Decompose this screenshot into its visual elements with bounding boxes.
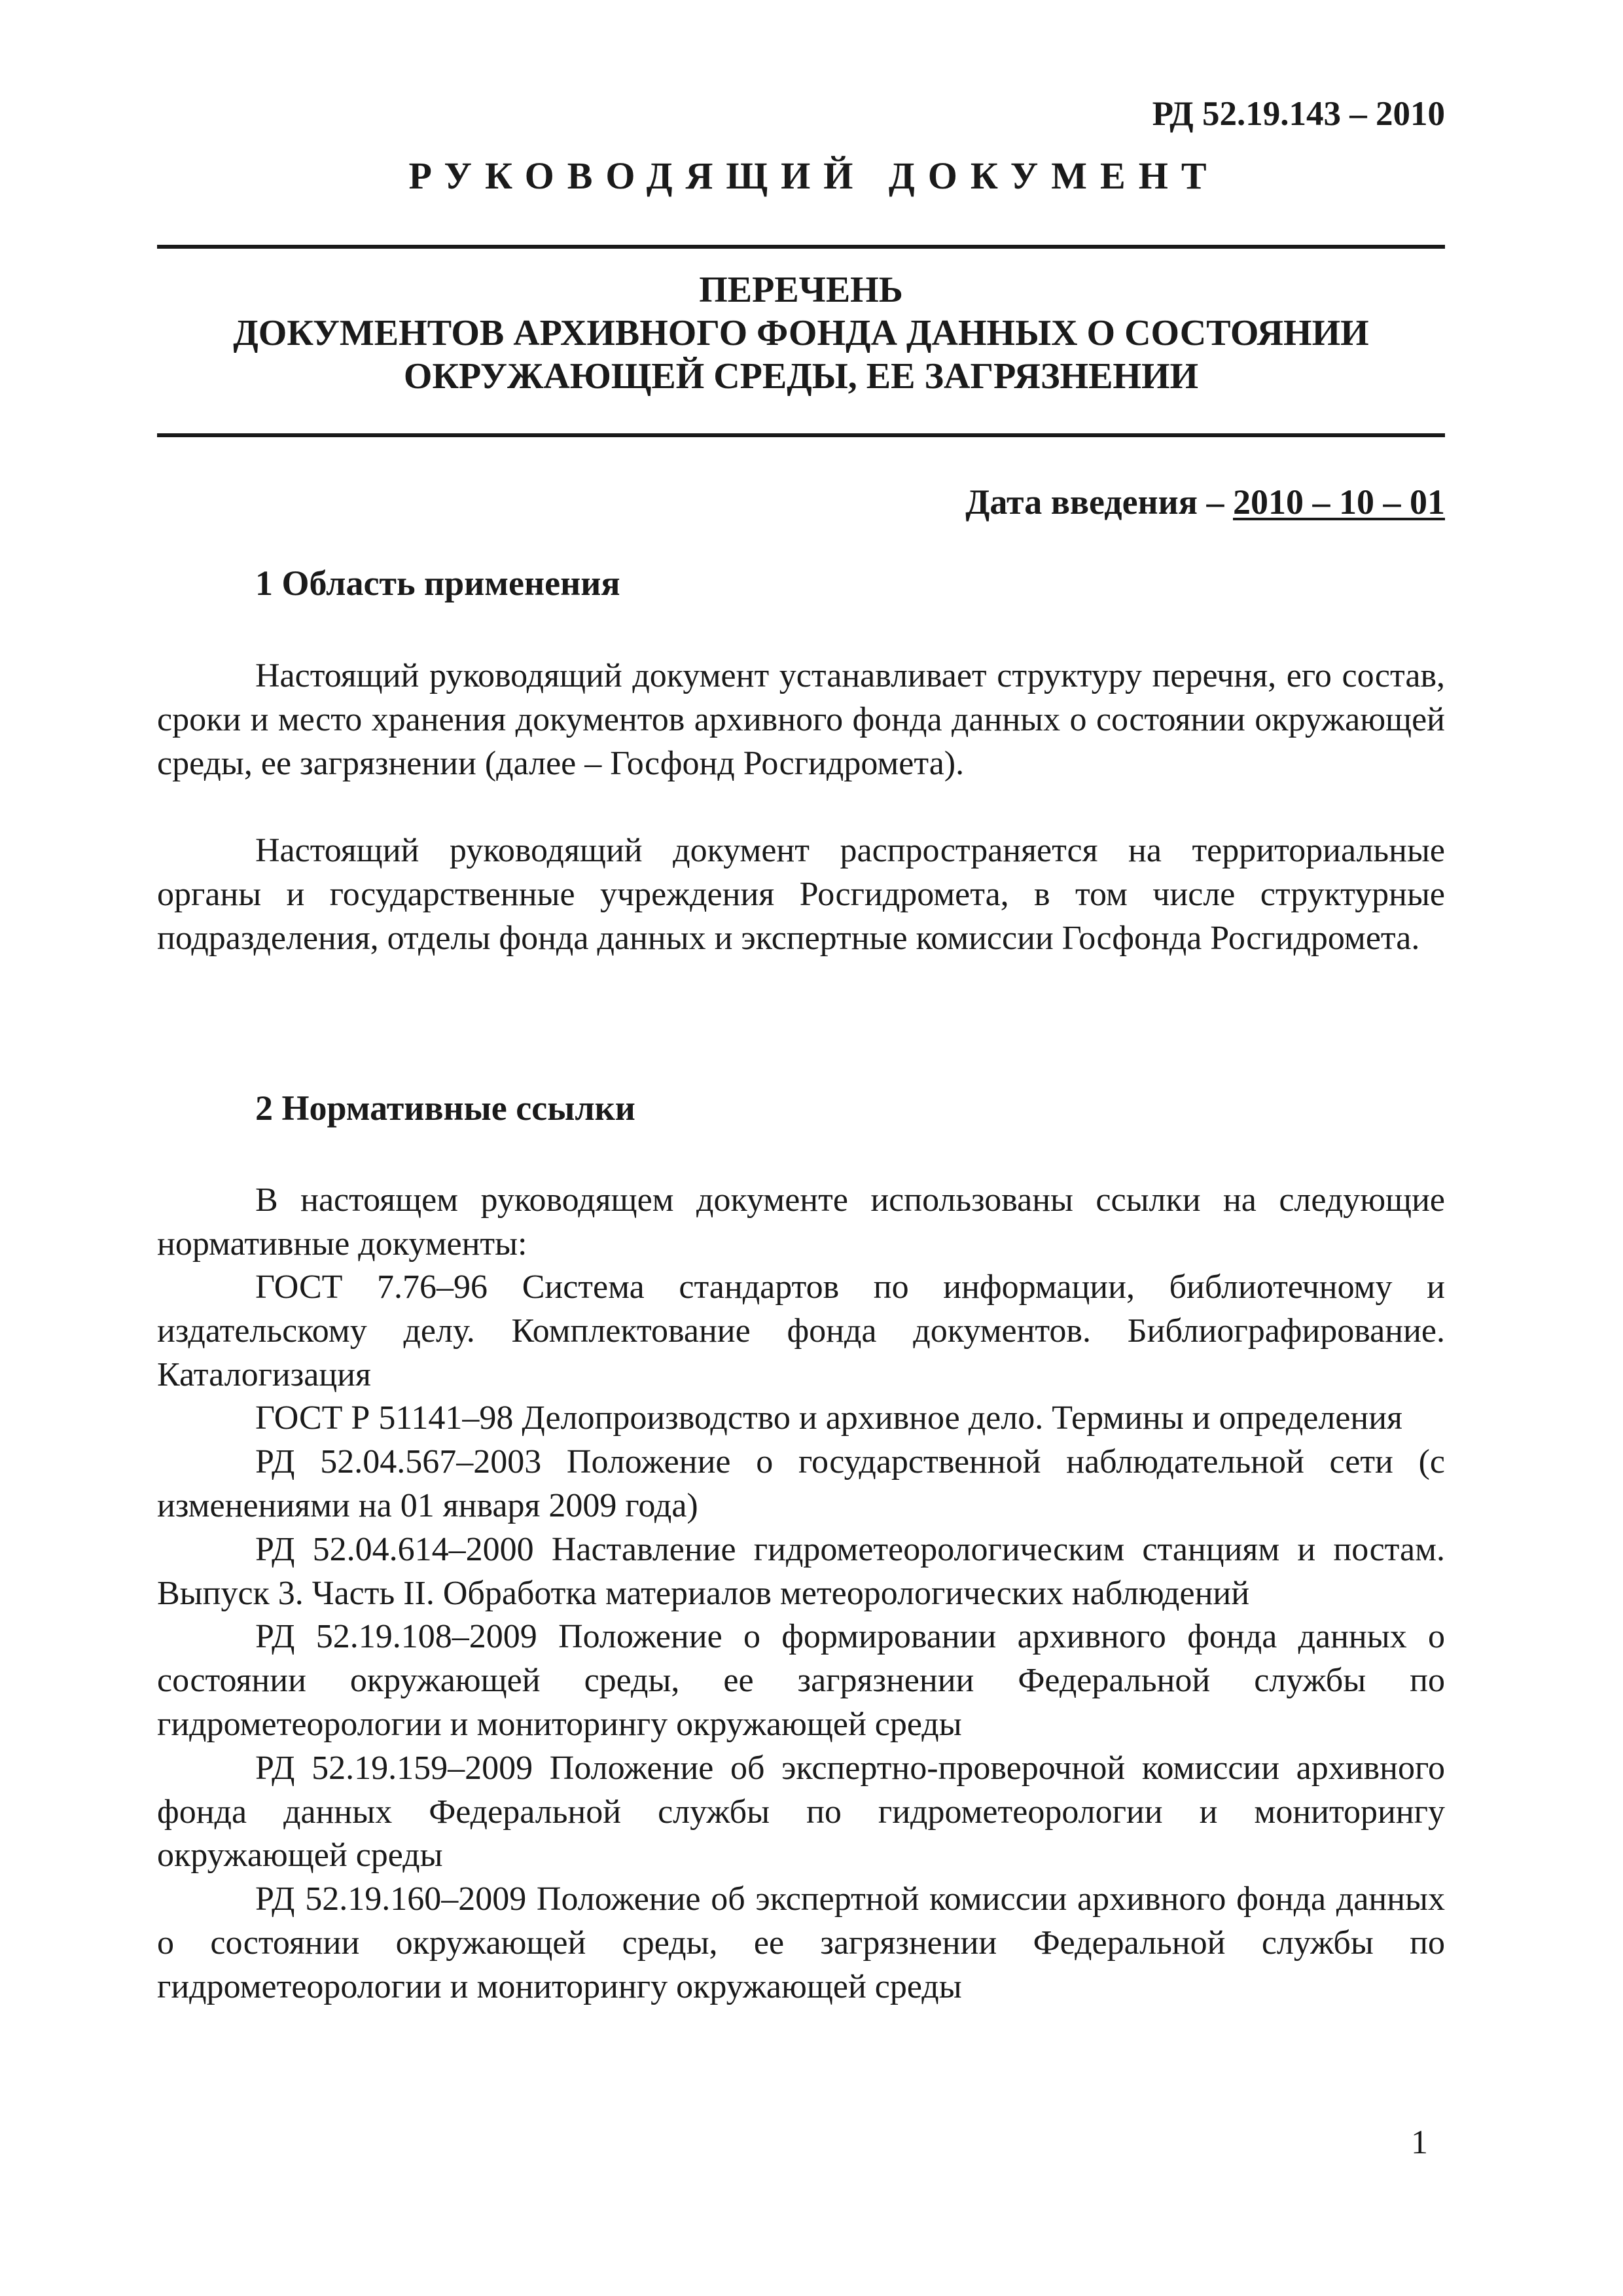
- title-rule-bottom: [157, 433, 1445, 437]
- document-type: РУКОВОДЯЩИЙ ДОКУМЕНТ: [408, 154, 1220, 197]
- section-1-heading: 1 Область применения: [255, 564, 620, 603]
- title-rule-top: [157, 245, 1445, 249]
- reference-item: РД 52.19.108–2009 Положение о формировании архивного фонда данных о состоянии окружающей среды, ее загрязнении Федеральной службы по гидрометеорологии и мониторингу окружающей среды: [157, 1618, 1445, 1743]
- reference-item: РД 52.19.160–2009 Положение об экспертной комиссии архивного фонда данных о состоянии окружающей среды, ее загрязнении Федеральной службы по гидрометеорологии и мониторингу окружающей среды: [157, 1880, 1445, 2005]
- title-line-1: ПЕРЕЧЕНЬ: [699, 270, 903, 310]
- reference-item: РД 52.04.567–2003 Положение о государственной наблюдательной сети (с изменениями на 01 января 2009 года): [157, 1443, 1445, 1524]
- title-line-2: ДОКУМЕНТОВ АРХИВНОГО ФОНДА ДАННЫХ О СОСТОЯНИИ: [233, 313, 1369, 353]
- document-title: [157, 268, 1445, 398]
- reference-item: ГОСТ 7.76–96 Система стандартов по информации, библиотечному и издательскому делу. Комплектование фонда документов. Библиографирование. Каталогизация: [157, 1268, 1445, 1393]
- section-2-intro: В настоящем руководящем документе использованы ссылки на следующие нормативные документы:: [157, 1181, 1445, 1263]
- section-2-heading: 2 Нормативные ссылки: [255, 1088, 635, 1128]
- title-line-3: ОКРУЖАЮЩЕЙ СРЕДЫ, ЕЕ ЗАГРЯЗНЕНИИ: [403, 356, 1199, 397]
- document-code: РД 52.19.143 – 2010: [1152, 95, 1445, 133]
- section-1-paragraph: Настоящий руководящий документ распространяется на территориальные органы и государственные учреждения Росгидромета, в том числе структурные подразделения, отделы фонда данных и экспертные комиссии Госфонда Росгидромета.: [157, 832, 1445, 957]
- introduction-date-value: 2010 – 10 – 01: [1233, 482, 1445, 522]
- page-number: 1: [1411, 2124, 1428, 2161]
- reference-item: РД 52.04.614–2000 Наставление гидрометеорологическим станциям и постам. Выпуск 3. Часть II. Обработка материалов метеорологических наблюдений: [157, 1530, 1445, 1612]
- section-1-paragraph: Настоящий руководящий документ устанавливает структуру перечня, его состав, сроки и место хранения документов архивного фонда данных о состоянии окружающей среды, ее загрязнении (далее – Госфонд Росгидромета).: [157, 657, 1445, 782]
- introduction-date: [965, 484, 1445, 520]
- reference-item: РД 52.19.159–2009 Положение об экспертно-проверочной комиссии архивного фонда данных Федеральной службы по гидрометеорологии и мониторингу окружающей среды: [157, 1749, 1445, 1874]
- normative-references-list: [157, 1266, 1445, 2009]
- reference-item: ГОСТ Р 51141–98 Делопроизводство и архивное дело. Термины и определения: [255, 1399, 1402, 1437]
- introduction-date-label: Дата введения –: [965, 482, 1233, 522]
